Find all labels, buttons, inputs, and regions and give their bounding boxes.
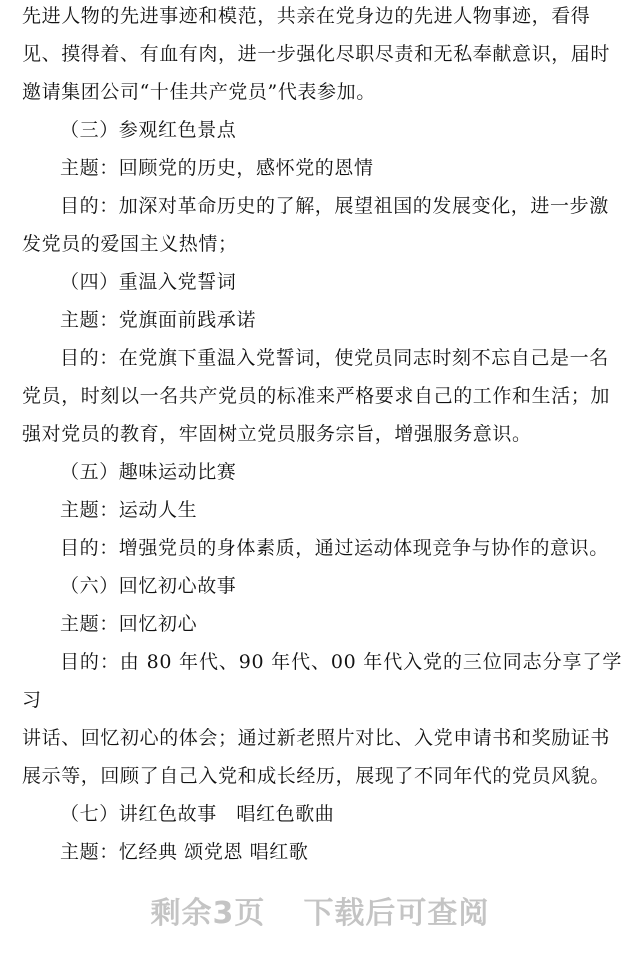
remaining-pages-label: 剩余3页 <box>150 896 266 931</box>
download-to-view-label: 下载后可查阅 <box>303 896 490 931</box>
paragraph-line: 强对党员的教育，牢固树立党员服务宗旨，增强服务意识。 <box>22 423 532 445</box>
section-heading: （四）重温入党誓词 <box>60 271 237 293</box>
section-heading: （七）讲红色故事 唱红色歌曲 <box>60 803 335 825</box>
paragraph-line: 展示等，回顾了自己入党和成长经历，展现了不同年代的党员风貌。 <box>22 765 611 787</box>
section-theme: 主题：回顾党的历史，感怀党的恩情 <box>60 157 374 179</box>
paragraph-line: 讲话、回忆初心的体会；通过新老照片对比、入党申请书和奖励证书 <box>22 727 611 749</box>
partial-top-line: 先进人物的先进事迹和模范，共亲在党身边的先进人物事迹，看得 <box>22 5 591 27</box>
section-theme: 主题：忆经典 颂党恩 唱红歌 <box>60 841 309 863</box>
paragraph-line: 发党员的爱国主义热情； <box>22 233 238 255</box>
section-theme: 主题：回忆初心 <box>60 613 198 635</box>
section-heading: （三）参观红色景点 <box>60 119 237 141</box>
section-purpose: 目的：增强党员的身体素质，通过运动体现竞争与协作的意识。 <box>60 537 609 559</box>
paragraph-line: 邀请集团公司“十佳共产党员”代表参加。 <box>22 81 376 103</box>
document-body <box>22 0 622 871</box>
paragraph-line: 见、摸得着、有血有肉，进一步强化尽职尽责和无私奉献意识，届时 <box>22 43 611 65</box>
section-heading: （六）回忆初心故事 <box>60 575 237 597</box>
download-prompt-banner[interactable] <box>0 888 640 932</box>
section-purpose: 目的：在党旗下重温入党誓词，使党员同志时刻不忘自己是一名 <box>60 347 609 369</box>
section-theme: 主题：党旗面前践承诺 <box>60 309 257 331</box>
section-heading: （五）趣味运动比赛 <box>60 461 237 483</box>
section-purpose: 目的：由 80 年代、90 年代、00 年代入党的三位同志分享了学习 <box>22 651 622 711</box>
paragraph-line: 党员，时刻以一名共产党员的标准来严格要求自己的工作和生活；加 <box>22 385 611 407</box>
section-theme: 主题：运动人生 <box>60 499 198 521</box>
section-purpose: 目的：加深对革命历史的了解，展望祖国的发展变化，进一步激 <box>60 195 609 217</box>
